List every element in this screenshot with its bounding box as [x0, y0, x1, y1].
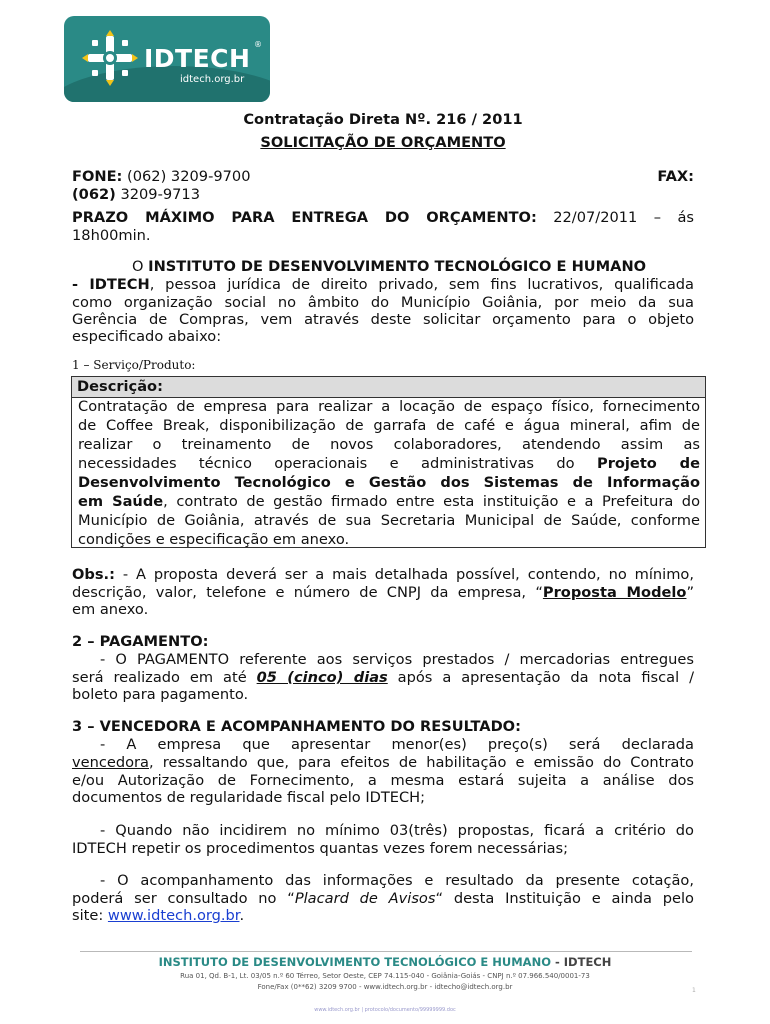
logo-site-text: idtech.org.br — [180, 74, 245, 85]
obs-close-quote: ” — [686, 584, 695, 601]
description-line-4-text: necessidades técnico operacionais e administrativas do — [78, 455, 575, 472]
obs-label: Obs.: — [72, 566, 115, 583]
pagamento-line-3: boleto para pagamento. — [72, 686, 249, 703]
idtech-logo — [64, 16, 270, 102]
vencedora-p1-line-2-text: , ressaltando que, para efeitos de habilitação e emissão do Contrato — [149, 754, 694, 771]
description-table — [71, 376, 706, 548]
vencedora-p2-line-1-text: - Quando não incidirem no mínimo 03(três) propostas, ficará a critério do — [100, 822, 694, 839]
obs-line-2 — [72, 584, 694, 602]
site-period: . — [239, 907, 245, 924]
vencedora-p3-line-1-text: - O acompanhamento das informações e resultado da presente cotação, — [100, 872, 694, 889]
fax-code: (062) — [72, 186, 116, 203]
institute-name: INSTITUTO DE DESENVOLVIMENTO TECNOLÓGICO E HUMANO — [148, 258, 647, 275]
footer-address: Rua 01, Qd. B-1, Lt. 03/05 n.º 60 Térreo, Setor Oeste, CEP 74.115-040 - Goiânia-Goiás - CNPJ n.º 07.966.540/0001-73 — [180, 972, 590, 980]
description-header — [72, 377, 705, 398]
footer-title — [0, 955, 770, 969]
payment-term: 05 (cinco) dias — [256, 669, 388, 686]
intro-o: O — [132, 258, 144, 275]
intro-line-2 — [72, 276, 694, 294]
document-title: SOLICITAÇÃO DE ORÇAMENTO — [260, 134, 506, 151]
vencedora-p2-line-2: IDTECH repetir os procedimentos quantas vezes forem necessárias; — [72, 840, 569, 857]
vencedora-p1-line-1-text: - A empresa que apresentar menor(es) preço(s) será declarada — [100, 736, 694, 753]
vencedora-heading: 3 – VENCEDORA E ACOMPANHAMENTO DO RESULTADO: — [72, 718, 521, 735]
vencedora-p1-line-3: e/ou Autorização de Fornecimento, a mesma estará sujeita a análise dos — [72, 772, 694, 789]
logo-brand-text: IDTECH — [144, 44, 251, 73]
obs-line-1 — [72, 566, 694, 584]
fax-value: 3209-9713 — [120, 186, 200, 203]
pagamento-line-1 — [72, 651, 694, 669]
fax-label: FAX: — [657, 168, 694, 185]
prazo-time: 18h00min. — [72, 227, 151, 244]
prazo-value: 22/07/2011 – ás — [553, 209, 695, 226]
intro-line-1 — [72, 258, 694, 276]
logo-registered-mark: ® — [254, 40, 262, 49]
idtech-website-link[interactable]: www.idtech.org.br — [107, 907, 240, 924]
vencedora-word: vencedora — [72, 754, 150, 771]
document-number: Contratação Direta Nº. 216 / 2011 — [243, 111, 523, 128]
page-number: 1 — [692, 987, 696, 994]
vencedora-p2-line-1 — [72, 822, 694, 840]
intro-line-3: como organização social no âmbito do Município Goiânia, por meio da sua — [72, 294, 694, 311]
vencedora-p3-line-2-rest: “ desta Instituição e ainda pelo — [435, 890, 694, 907]
description-line-1: Contratação de empresa para realizar a locação de espaço físico, fornecimento — [78, 398, 700, 415]
prazo-line — [72, 209, 694, 227]
description-line-2: de Coffee Break, disponibilização de garrafa de café e água mineral, afim de — [78, 417, 700, 434]
proposta-modelo: Proposta Modelo — [542, 584, 687, 601]
description-header-text: Descrição: — [77, 378, 163, 395]
project-name-end: em Saúde — [78, 493, 164, 510]
idtech-emblem-icon — [82, 30, 138, 86]
description-line-3: realizar o treinamento de novos colaboradores, atendendo assim as — [78, 436, 700, 453]
description-line-5: Desenvolvimento Tecnológico e Gestão dos Sistemas de Informação — [78, 474, 700, 491]
institute-abbrev: - IDTECH — [72, 276, 150, 293]
footer-divider — [80, 951, 692, 952]
pagamento-line-2-text: será realizado em até — [72, 669, 247, 686]
vencedora-p3-line-1 — [72, 872, 694, 890]
pagamento-heading: 2 – PAGAMENTO: — [72, 633, 209, 650]
fone-label: FONE: — [72, 168, 123, 185]
pagamento-line-1-text: - O PAGAMENTO referente aos serviços prestados / mercadorias entregues — [100, 651, 694, 668]
description-line-6 — [78, 493, 700, 511]
footer-institute-name: INSTITUTO DE DESENVOLVIMENTO TECNOLÓGICO E HUMANO — [158, 955, 551, 969]
description-line-7: Município de Goiânia, através de sua Secretaria Municipal de Saúde, conforme — [78, 512, 700, 529]
intro-line-5: especificado abaixo: — [72, 328, 222, 345]
obs-line-3: em anexo. — [72, 601, 149, 618]
prazo-label: PRAZO MÁXIMO PARA ENTREGA DO ORÇAMENTO: — [72, 209, 537, 226]
vencedora-p1-line-1 — [72, 736, 694, 754]
footer-reference: www.idtech.org.br | protocolo/documento/99999999.doc — [314, 1007, 456, 1013]
vencedora-p3-line-2-text: poderá ser consultado no “ — [72, 890, 295, 907]
pagamento-line-2 — [72, 669, 694, 687]
footer-brand: - IDTECH — [555, 955, 612, 969]
intro-line-2-text: , pessoa jurídica de direito privado, sem fins lucrativos, qualificada — [149, 276, 694, 293]
description-line-8: condições e especificação em anexo. — [78, 531, 350, 548]
description-line-6-text: , contrato de gestão firmado entre esta instituição e a Prefeitura do — [163, 493, 700, 510]
contact-line — [72, 168, 694, 186]
project-name-start: Projeto de — [597, 455, 700, 472]
vencedora-p1-line-2 — [72, 754, 694, 772]
vencedora-p3-line-3 — [72, 907, 694, 925]
pagamento-line-2-rest: após a apresentação da nota fiscal / — [397, 669, 695, 686]
obs-line-2-text: descrição, valor, telefone e número de CNPJ da empresa, “ — [72, 584, 543, 601]
intro-line-4: Gerência de Compras, vem através deste solicitar orçamento para o objeto — [72, 311, 694, 328]
vencedora-p1-line-4: documentos de regularidade fiscal pelo IDTECH; — [72, 789, 426, 806]
description-line-4 — [78, 455, 700, 473]
footer-contact: Fone/Fax (0**62) 3209 9700 - www.idtech.org.br - idtecho@idtech.org.br — [257, 983, 513, 991]
vencedora-p3-line-2 — [72, 890, 694, 908]
fone-value: (062) 3209-9700 — [127, 168, 251, 185]
placard-de-avisos: Placard de Avisos — [294, 890, 436, 907]
obs-line-1-text: - A proposta deverá ser a mais detalhada possível, contendo, no mínimo, — [122, 566, 695, 583]
site-label: site: — [72, 907, 104, 924]
fax-line — [72, 186, 694, 204]
servico-label: 1 – Serviço/Produto: — [72, 358, 196, 372]
